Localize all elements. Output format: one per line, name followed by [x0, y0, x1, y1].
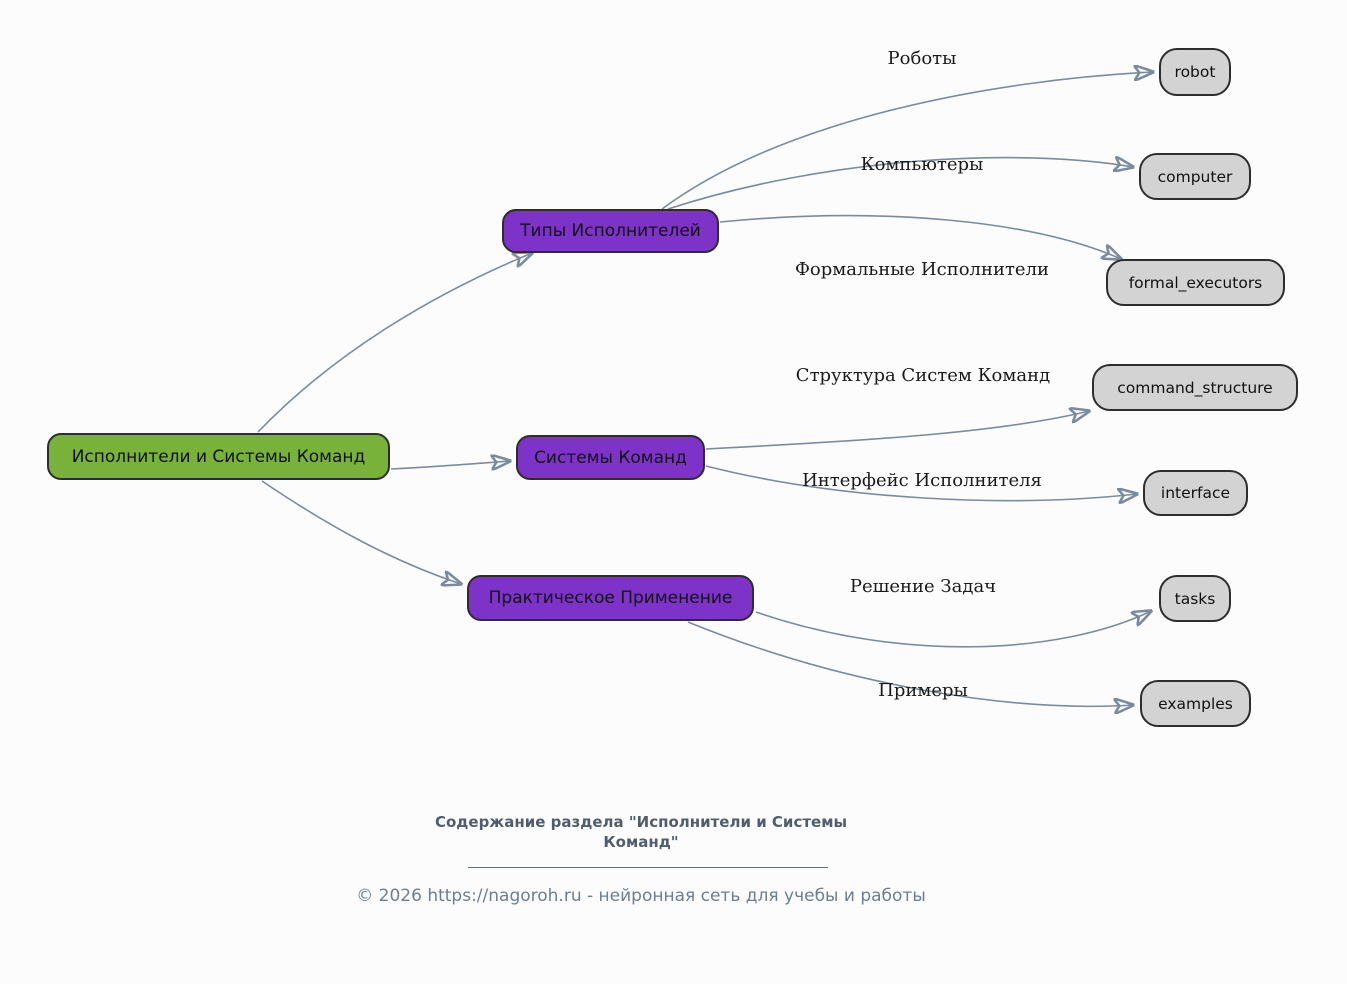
node-systems: Системы Команд: [516, 435, 705, 480]
node-computer: computer: [1139, 153, 1251, 200]
edge-label-tasks: Решение Задач: [849, 576, 997, 597]
edge-label-formal-executors: Формальные Исполнители: [794, 259, 1050, 280]
edge-label-interface: Интерфейс Исполнителя: [802, 470, 1042, 491]
edge-practice-tasks: [756, 611, 1151, 647]
footer-title: Содержание раздела "Исполнители и Системы Команд": [434, 813, 848, 852]
node-robot: robot: [1159, 48, 1231, 96]
edge-root-types: [258, 253, 532, 432]
edge-root-systems: [391, 461, 510, 469]
edge-label-command-structure: Структура Систем Команд: [795, 365, 1051, 386]
edge-label-computer: Компьютеры: [860, 154, 984, 175]
node-practice: Практическое Применение: [467, 575, 754, 621]
node-types: Типы Исполнителей: [502, 209, 719, 253]
node-examples: examples: [1140, 680, 1251, 727]
edge-types-formal: [720, 216, 1121, 259]
node-command-structure: command_structure: [1092, 364, 1298, 411]
edge-root-practice: [262, 481, 461, 584]
edge-types-robot: [662, 72, 1153, 209]
edge-label-examples: Примеры: [878, 680, 968, 701]
node-formal-executors: formal_executors: [1106, 259, 1285, 306]
node-interface: interface: [1143, 470, 1248, 516]
node-root: Исполнители и Системы Команд: [47, 433, 390, 480]
footer-divider: [468, 859, 828, 868]
edge-systems-command: [706, 411, 1089, 449]
edge-label-robot: Роботы: [887, 48, 957, 69]
footer-copyright: © 2026 https://nagoroh.ru - нейронная сеть для учебы и работы: [356, 886, 926, 906]
node-tasks: tasks: [1159, 575, 1231, 622]
